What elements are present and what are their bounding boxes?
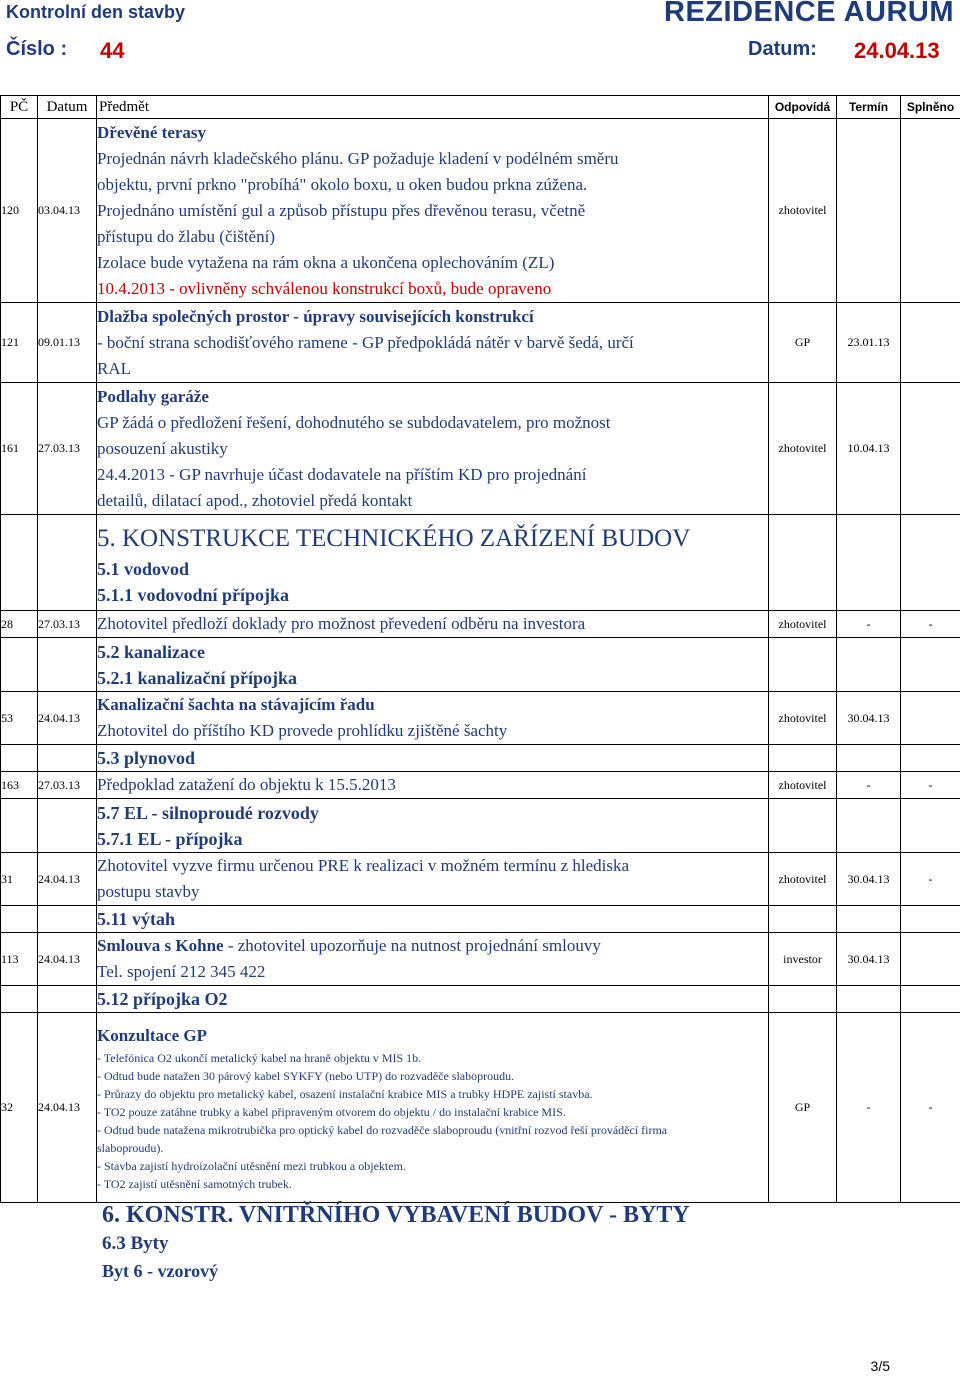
table-row	[1, 772, 960, 799]
subsection-heading: 5.7.1 EL - přípojka	[97, 828, 243, 849]
row-bullet: - TO2 pouze zatáhne trubky a kabel připraveným otvorem do objektu / do instalační krabice MIS.	[97, 1104, 566, 1119]
project-name: REZIDENCE AURUM	[664, 0, 954, 28]
document-title: Kontrolní den stavby	[6, 2, 186, 22]
row-text: Předpoklad zatažení do objektu k 15.5.2013	[97, 772, 769, 799]
row-pc: 31	[1, 853, 38, 906]
row-date: 24.04.13	[38, 692, 97, 745]
section-row	[1, 986, 960, 1013]
row-pc: 113	[1, 933, 38, 986]
row-done: -	[901, 611, 960, 638]
row-description	[97, 119, 769, 303]
row-done	[901, 692, 960, 745]
row-title: Dlažba společných prostor - úpravy souvisejících konstrukcí	[97, 306, 534, 326]
row-text: detailů, dilatací apod., zhotoviel předá kontakt	[97, 490, 413, 510]
minutes-table	[0, 95, 960, 1203]
row-term: 30.04.13	[837, 853, 901, 906]
row-done	[901, 933, 960, 986]
row-bullet: - Odtud bude natažena mikrotrubička pro optický kabel do rozvaděče slaboproudu (vnitřní rozvod řeší prováděcí firma	[97, 1122, 668, 1137]
subsection-heading: 5.7 EL - silnoproudé rozvody	[97, 802, 319, 823]
page-number: 3/5	[870, 1358, 890, 1374]
row-bullet: - Odtud bude natažen 30 párový kabel SYKFY (nebo UTP) do rozvaděče slaboproudu.	[97, 1068, 515, 1083]
row-date: 27.03.13	[38, 383, 97, 515]
row-term: -	[837, 1013, 901, 1203]
row-term	[837, 119, 901, 303]
row-responsible: zhotovitel	[769, 611, 837, 638]
row-title: Konzultace GP	[97, 1025, 208, 1045]
subsection-heading: 5.12 přípojka O2	[97, 989, 228, 1009]
subsection-heading: 5.2.1 kanalizační přípojka	[97, 667, 298, 688]
row-term: 23.01.13	[837, 303, 901, 383]
row-text: RAL	[97, 358, 131, 378]
row-date: 09.01.13	[38, 303, 97, 383]
row-responsible: zhotovitel	[769, 853, 837, 906]
table-row	[1, 383, 960, 515]
col-header-pc: PČ	[1, 96, 38, 119]
table-row	[1, 853, 960, 906]
row-bullet: - Stavba zajistí hydroizolační utěsnění mezi trubkou a objektem.	[97, 1158, 406, 1173]
row-date: 24.04.13	[38, 933, 97, 986]
row-date: 27.03.13	[38, 772, 97, 799]
table-row	[1, 1013, 960, 1203]
row-pc: 28	[1, 611, 38, 638]
row-title: Dřevěné terasy	[97, 122, 207, 142]
number-value: 44	[100, 38, 125, 63]
table-row	[1, 933, 960, 986]
section-heading: 6. KONSTR. VNITŘNÍHO VYBAVENÍ BUDOV - BYTY	[102, 1202, 690, 1228]
col-header-done: Splněno	[901, 96, 960, 119]
row-date: 24.04.13	[38, 1013, 97, 1203]
row-bullet: - TO2 zajistí utěsnění samotných trubek.	[97, 1176, 292, 1191]
subsection-heading: 5.2 kanalizace	[97, 641, 205, 662]
row-responsible: zhotovitel	[769, 119, 837, 303]
row-text: Tel. spojení 212 345 422	[97, 962, 266, 981]
row-text: postupu stavby	[97, 882, 200, 901]
row-pc: 163	[1, 772, 38, 799]
row-term: 10.04.13	[837, 383, 901, 515]
row-text: Projednáno umístění gul a způsob přístupu přes dřevěnou terasu, včetně	[97, 200, 586, 220]
table-row	[1, 692, 960, 745]
row-text: posouzení akustiky	[97, 438, 228, 458]
subsection-heading: 6.3 Byty	[102, 1233, 169, 1254]
row-term: -	[837, 772, 901, 799]
row-responsible: investor	[769, 933, 837, 986]
row-done	[901, 303, 960, 383]
row-text: Izolace bude vytažena na rám okna a ukončena oplechováním (ZL)	[97, 252, 555, 272]
row-text: - zhotovitel upozorňuje na nutnost projednání smlouvy	[223, 936, 601, 955]
row-date: 03.04.13	[38, 119, 97, 303]
row-update: 10.4.2013 - ovlivněny schválenou konstrukcí boxů, bude opraveno	[97, 278, 552, 298]
row-pc: 161	[1, 383, 38, 515]
row-pc: 53	[1, 692, 38, 745]
row-date: 27.03.13	[38, 611, 97, 638]
row-pc: 32	[1, 1013, 38, 1203]
row-responsible: GP	[769, 303, 837, 383]
row-description	[97, 853, 769, 906]
row-title: Podlahy garáže	[97, 386, 209, 406]
row-text: objektu, první prkno "probíhá" okolo boxu, u oken budou prkna zúžena.	[97, 174, 588, 194]
row-done: -	[901, 772, 960, 799]
row-text: GP žádá o předložení řešení, dohodnutého se subdodavatelem, pro možnost	[97, 412, 611, 432]
row-pc: 120	[1, 119, 38, 303]
col-header-responsible: Odpovídá	[769, 96, 837, 119]
table-row	[1, 303, 960, 383]
table-row	[1, 119, 960, 303]
table-header-row	[1, 96, 960, 119]
row-description	[97, 692, 769, 745]
subsection-heading: 5.3 plynovod	[97, 748, 196, 768]
row-term: 30.04.13	[837, 933, 901, 986]
row-text: přístupu do žlabu (čištění)	[97, 226, 275, 246]
subsection-heading: Byt 6 - vzorový	[102, 1261, 219, 1281]
section-row	[1, 515, 960, 611]
col-header-subject: Předmět	[97, 96, 769, 119]
row-pc: 121	[1, 303, 38, 383]
row-text: Projednán návrh kladečského plánu. GP požaduje kladení v podélném směru	[97, 148, 619, 168]
row-text: - boční strana schodišťového ramene - GP předpokládá nátěr v barvě šedá, určí	[97, 332, 634, 352]
date-value: 24.04.13	[854, 38, 940, 63]
row-bullet: slaboproudu).	[97, 1140, 164, 1155]
number-label: Číslo :	[6, 38, 68, 60]
row-term: 30.04.13	[837, 692, 901, 745]
row-text: Zhotovitel předloží doklady pro možnost převedení odběru na investora	[97, 611, 769, 638]
row-title: Kanalizační šachta na stávajícím řadu	[97, 695, 375, 714]
section-row	[1, 745, 960, 772]
row-description	[97, 933, 769, 986]
row-done: -	[901, 853, 960, 906]
row-responsible: zhotovitel	[769, 692, 837, 745]
subsection-heading: 5.1.1 vodovodní přípojka	[97, 584, 290, 605]
col-header-date: Datum	[38, 96, 97, 119]
table-row	[1, 611, 960, 638]
row-done	[901, 383, 960, 515]
section-heading: 5. KONSTRUKCE TECHNICKÉHO ZAŘÍZENÍ BUDOV	[97, 524, 691, 552]
row-text: Zhotovitel vyzve firmu určenou PRE k realizaci v možném termínu z hlediska	[97, 856, 630, 875]
row-bullet: - Telefónica O2 ukončí metalický kabel na hraně objektu v MIS 1b.	[97, 1050, 422, 1065]
row-date: 24.04.13	[38, 853, 97, 906]
row-text: 24.4.2013 - GP navrhuje účast dodavatele na příštím KD pro projednání	[97, 464, 587, 484]
row-text: Zhotovitel do příštího KD provede prohlídku zjištěné šachty	[97, 721, 508, 740]
row-responsible: GP	[769, 1013, 837, 1203]
section-row	[1, 638, 960, 692]
row-description	[97, 1013, 769, 1203]
subsection-heading: 5.11 výtah	[97, 909, 176, 929]
row-bullet: - Průrazy do objektu pro metalický kabel, osazení instalační krabice MIS a trubky HDPE zajistí stavba.	[97, 1086, 593, 1101]
row-description	[97, 383, 769, 515]
row-done: -	[901, 1013, 960, 1203]
row-description	[97, 303, 769, 383]
row-done	[901, 119, 960, 303]
section-row	[1, 906, 960, 933]
row-responsible: zhotovitel	[769, 772, 837, 799]
subsection-heading: 5.1 vodovod	[97, 558, 190, 579]
section-row	[1, 799, 960, 853]
row-title: Smlouva s Kohne	[97, 936, 224, 955]
date-label: Datum:	[748, 38, 817, 60]
row-term: -	[837, 611, 901, 638]
section-6	[102, 1200, 690, 1284]
row-responsible: zhotovitel	[769, 383, 837, 515]
col-header-term: Termín	[837, 96, 901, 119]
